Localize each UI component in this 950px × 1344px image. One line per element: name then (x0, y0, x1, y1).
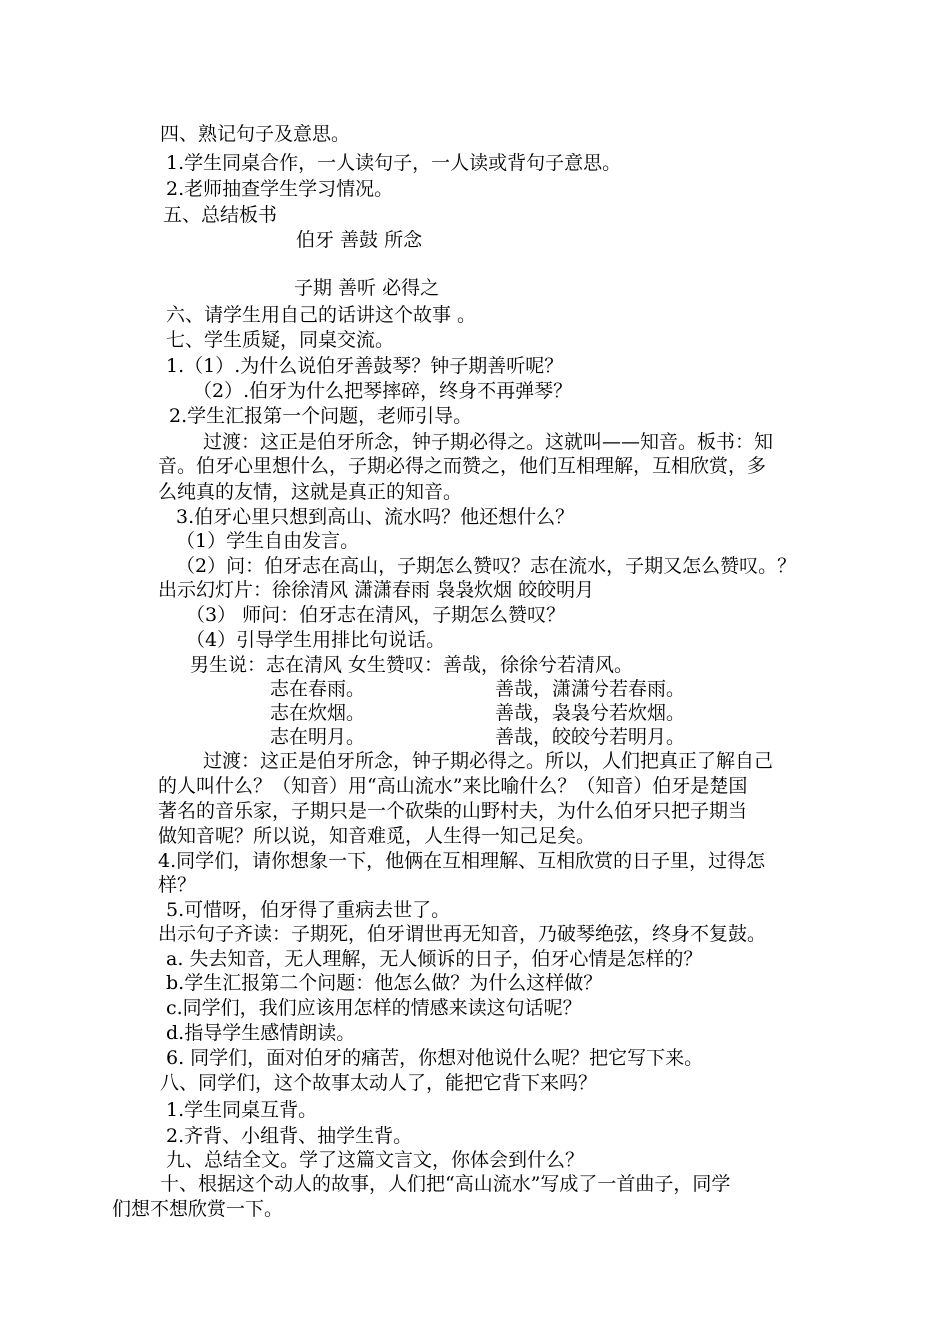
text-line: d.指导学生感情朗读。 (166, 1022, 356, 1044)
text-line: （2）问：伯牙志在高山，子期怎么赞叹？志在流水，子期又怎么赞叹。？ (176, 555, 797, 577)
text-line: （4）引导学生用排比句说话。 (186, 629, 446, 651)
text-line: 6. 同学们，面对伯牙的痛苦，你想对他说什么呢？把它写下来。 (166, 1047, 704, 1069)
text-line: 善哉，皎皎兮若明月。 (495, 726, 686, 748)
section-heading: 八、同学们，这个故事太动人了，能把它背下来吗？ (160, 1072, 598, 1094)
text-line: 志在明月。 (270, 726, 366, 748)
text-line: 样？ (158, 874, 197, 896)
text-line: 2.老师抽查学生学习情况。 (166, 178, 394, 200)
text-line: （3） 师问：伯牙志在清风，子期怎么赞叹？ (186, 604, 566, 626)
section-heading: 十、根据这个动人的故事，人们把“高山流水”写成了一首曲子，同学 (160, 1173, 731, 1195)
text-line: 么纯真的友情，这就是真正的知音。 (158, 481, 463, 503)
text-line: 过渡：这正是伯牙所念，钟子期必得之。所以，人们把真正了解自己 (203, 750, 774, 772)
text-line: 做知音呢？所以说，知音难觅，人生得一知己足矣。 (158, 825, 596, 847)
text-line: 们想不想欣赏一下。 (112, 1198, 284, 1220)
text-line: 1.（1）.为什么说伯牙善鼓琴？钟子期善听呢？ (166, 355, 564, 377)
text-line: 音。伯牙心里想什么，子期必得之而赞之，他们互相理解，互相欣赏，多 (158, 455, 767, 477)
board-line: 伯牙 善鼓 所念 (296, 229, 423, 251)
text-line: a. 失去知音，无人理解，无人倾诉的日子，伯牙心情是怎样的？ (166, 948, 703, 970)
text-line: （2）.伯牙为什么把琴摔碎，终身不再弹琴？ (193, 380, 573, 402)
text-line: 志在炊烟。 (270, 702, 366, 724)
text-line: 2.齐背、小组背、抽学生背。 (166, 1125, 413, 1147)
text-line: c.同学们，我们应该用怎样的情感来读这句话呢？ (166, 997, 582, 1019)
text-line: 出示句子齐读：子期死，伯牙谓世再无知音，乃破琴绝弦，终身不复鼓。 (158, 923, 767, 945)
section-heading: 五、总结板书 (163, 204, 278, 226)
text-line: b.学生汇报第二个问题：他怎么做？为什么这样做？ (166, 972, 603, 994)
text-line: 的人叫什么？（知音）用“高山流水”来比喻什么？（知音）伯牙是楚国 (158, 775, 748, 797)
section-heading: 九、总结全文。学了这篇文言文，你体会到什么？ (166, 1149, 585, 1171)
text-line: 志在春雨。 (270, 678, 366, 700)
text-line: 过渡：这正是伯牙所念，钟子期必得之。这就叫——知音。板书：知 (203, 431, 774, 453)
text-line: 2.学生汇报第一个问题，老师引导。 (169, 405, 473, 427)
section-heading: 七、学生质疑，同桌交流。 (166, 329, 395, 351)
section-heading: 四、熟记句子及意思。 (160, 123, 351, 145)
text-line: 善哉，袅袅兮若炊烟。 (495, 702, 686, 724)
text-line: 善哉，潇潇兮若春雨。 (495, 678, 686, 700)
text-line: 1.学生同桌互背。 (166, 1099, 318, 1121)
text-line: 著名的音乐家，子期只是一个砍柴的山野村夫，为什么伯牙只把子期当 (158, 800, 748, 822)
text-line: 出示幻灯片：徐徐清风 潇潇春雨 袅袅炊烟 皎皎明月 (158, 579, 595, 601)
section-heading: 六、请学生用自己的话讲这个故事 。 (166, 304, 477, 326)
board-line: 子期 善听 必得之 (294, 277, 440, 299)
text-line: （1）学生自由发言。 (176, 530, 360, 552)
text-line: 3.伯牙心里只想到高山、流水吗？他还想什么？ (176, 506, 575, 528)
text-line: 5.可惜呀，伯牙得了重病去世了。 (166, 899, 451, 921)
text-line: 男生说：志在清风 女生赞叹：善哉，徐徐兮若清风。 (190, 654, 634, 676)
text-line: 4.同学们，请你想象一下，他俩在互相理解、互相欣赏的日子里，过得怎 (158, 850, 766, 872)
text-line: 1.学生同桌合作，一人读句子，一人读或背句子意思。 (166, 152, 622, 174)
